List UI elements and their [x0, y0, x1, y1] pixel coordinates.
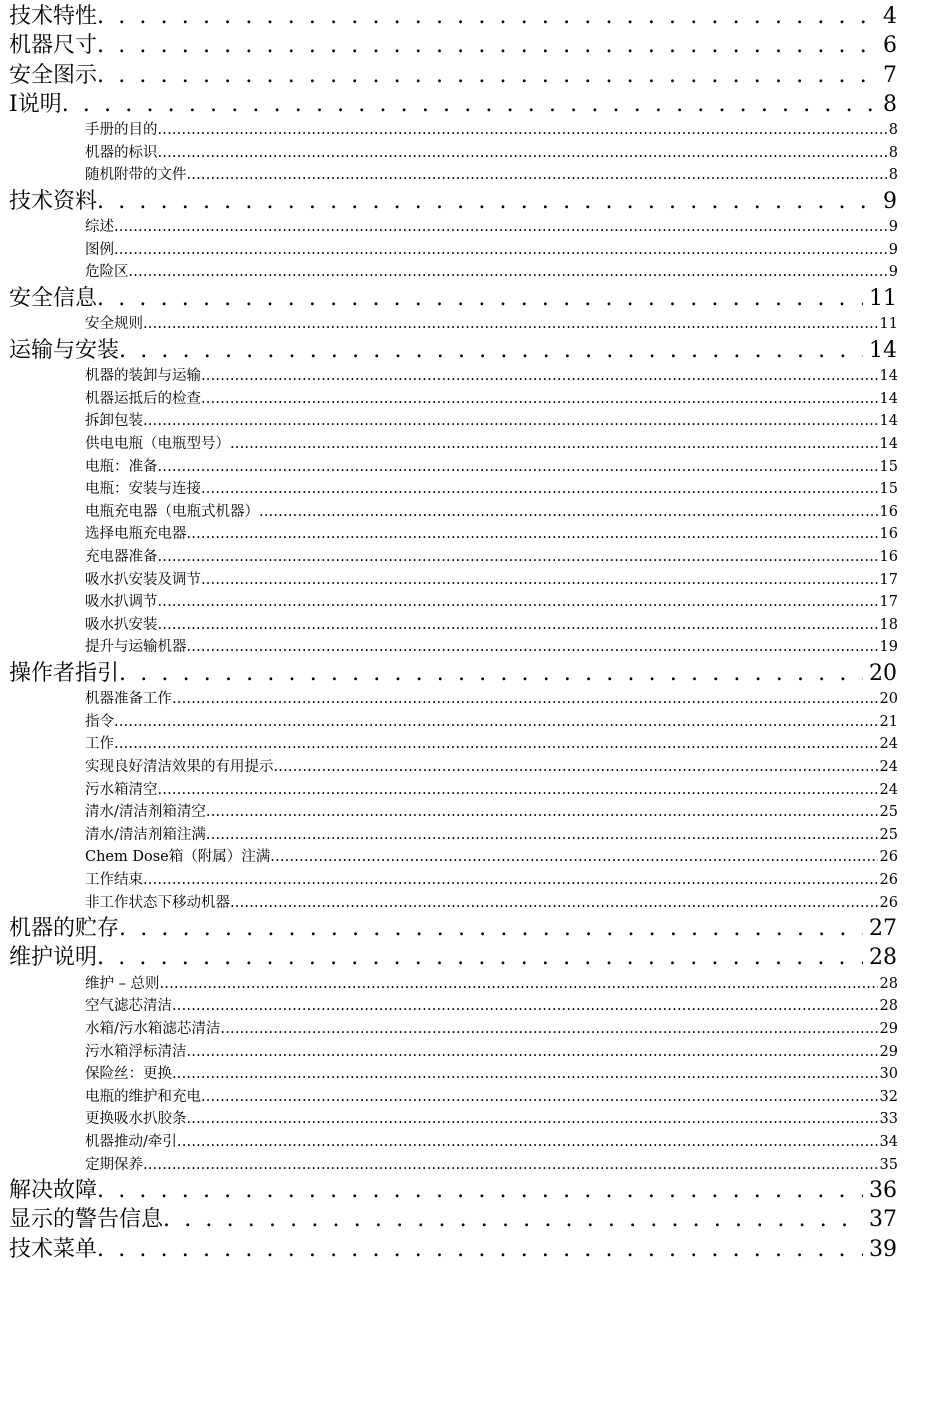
toc-entry-page-number: 37: [869, 1207, 897, 1233]
table-of-contents: [9, 2, 897, 1264]
dot-leader: [143, 410, 878, 433]
dot-leader: [201, 1086, 878, 1109]
toc-entry-title: 机器的标识: [85, 144, 158, 161]
toc-entry-title: 维护说明: [9, 945, 98, 971]
toc-entry-title: 清水/清洁剂箱清空: [85, 804, 206, 821]
toc-entry-title: 选择电瓶充电器: [85, 526, 187, 543]
dot-leader: [220, 1018, 877, 1041]
dot-leader: [270, 846, 877, 869]
dot-leader: [187, 1041, 878, 1064]
toc-entry-title: 污水箱清空: [85, 781, 158, 798]
toc-entry-page-number: 9: [888, 219, 898, 236]
dot-leader: [119, 336, 863, 365]
dot-leader: [187, 1108, 878, 1131]
toc-entry-title: 工作结束: [85, 872, 143, 888]
toc-entry-chapter[interactable]: [9, 336, 897, 365]
toc-entry-title: 清水/清洁剂箱注满: [85, 826, 206, 843]
toc-entry-page-number: 8: [888, 122, 898, 139]
dot-leader: [201, 388, 878, 411]
toc-entry-page-number: 4: [883, 4, 897, 29]
toc-entry-section[interactable]: [85, 995, 898, 1018]
toc-entry-title: 电瓶：安装与连接: [85, 481, 201, 498]
toc-entry-page-number: 14: [869, 337, 897, 363]
dot-leader: [143, 1154, 878, 1177]
toc-entry-page-number: 17: [879, 594, 898, 611]
toc-entry-title: Chem Dose箱（附属）注满: [85, 849, 271, 866]
dot-leader: [114, 711, 878, 734]
toc-entry-title: 供电电瓶（电瓶型号）: [85, 436, 230, 453]
toc-entry-page-number: 26: [879, 872, 898, 888]
toc-entry-page-number: 28: [869, 945, 897, 971]
toc-entry-section[interactable]: [85, 313, 898, 336]
dot-leader: [158, 779, 878, 802]
toc-entry-page-number: 9: [888, 264, 898, 281]
dot-leader: [206, 824, 878, 847]
toc-entry-section[interactable]: [85, 846, 898, 869]
toc-entry-page-number: 6: [883, 33, 897, 59]
toc-entry-title: 吸水扒调节: [85, 594, 158, 611]
toc-entry-page-number: 24: [879, 736, 898, 753]
dot-leader: [97, 284, 863, 313]
toc-entry-section[interactable]: [85, 591, 898, 614]
dot-leader: [97, 2, 877, 31]
toc-entry-page-number: 14: [879, 390, 898, 407]
toc-entry-page-number: 9: [883, 188, 897, 214]
toc-entry-title: 提升与运输机器: [85, 639, 187, 656]
dot-leader: [163, 1205, 863, 1234]
toc-entry-page-number: 35: [879, 1156, 898, 1173]
dot-leader: [201, 478, 878, 501]
toc-entry-page-number: 26: [879, 849, 898, 866]
toc-entry-section[interactable]: [85, 973, 898, 996]
dot-leader: [119, 659, 863, 688]
toc-entry-title: 吸水扒安装及调节: [85, 571, 201, 588]
toc-entry-title: 安全图示: [9, 62, 98, 88]
toc-entry-title: 保险丝：更换: [85, 1066, 172, 1083]
toc-entry-title: 实现良好清洁效果的有用提示: [85, 759, 274, 776]
toc-entry-section[interactable]: [85, 1131, 898, 1154]
toc-entry-section[interactable]: [85, 733, 898, 756]
toc-entry-section[interactable]: [85, 119, 898, 142]
toc-entry-page-number: 11: [869, 286, 897, 312]
toc-entry-section[interactable]: [85, 779, 898, 802]
toc-entry-page-number: 8: [883, 91, 897, 117]
dot-leader: [274, 756, 878, 779]
toc-entry-page-number: 25: [879, 804, 898, 821]
dot-leader: [114, 216, 887, 239]
dot-leader: [97, 1176, 863, 1205]
toc-entry-page-number: 18: [879, 616, 898, 633]
toc-entry-title: 机器的贮存: [9, 916, 120, 942]
toc-entry-page-number: 29: [879, 1020, 898, 1037]
toc-entry-section[interactable]: [85, 824, 898, 847]
toc-entry-section[interactable]: [85, 365, 898, 388]
toc-entry-page-number: 30: [879, 1066, 898, 1083]
toc-entry-page-number: 9: [888, 241, 898, 258]
toc-entry-title: 操作者指引: [9, 660, 120, 686]
toc-entry-section[interactable]: [85, 688, 898, 711]
toc-entry-section[interactable]: [85, 239, 898, 262]
toc-entry-chapter[interactable]: [9, 914, 897, 943]
toc-entry-page-number: 8: [888, 144, 898, 161]
toc-entry-page-number: 20: [869, 660, 897, 686]
toc-entry-page-number: 14: [879, 436, 898, 453]
toc-entry-page-number: 16: [879, 503, 898, 520]
toc-entry-section[interactable]: [85, 164, 898, 187]
dot-leader: [158, 614, 878, 637]
dot-leader: [97, 31, 877, 60]
dot-leader: [187, 164, 887, 187]
toc-entry-title: 电瓶的维护和充电: [85, 1088, 201, 1105]
toc-entry-section[interactable]: [85, 410, 898, 433]
toc-entry-title: 机器准备工作: [85, 691, 172, 708]
toc-entry-section[interactable]: [85, 801, 898, 824]
dot-leader: [201, 569, 878, 592]
dot-leader: [158, 546, 878, 569]
toc-entry-chapter[interactable]: [9, 1176, 897, 1205]
dot-leader: [158, 456, 878, 479]
toc-entry-page-number: 39: [869, 1236, 897, 1262]
dot-leader: [143, 869, 878, 892]
dot-leader: [230, 433, 878, 456]
toc-entry-section[interactable]: [85, 569, 898, 592]
toc-entry-chapter[interactable]: [9, 284, 897, 313]
toc-entry-title: 随机附带的文件: [85, 167, 187, 184]
toc-entry-title: 吸水扒安装: [85, 616, 158, 633]
toc-entry-section[interactable]: [85, 614, 898, 637]
dot-leader: [172, 688, 878, 711]
dot-leader: [119, 914, 863, 943]
toc-entry-page-number: 11: [879, 316, 898, 333]
toc-entry-section[interactable]: [85, 546, 898, 569]
toc-entry-title: 技术菜单: [9, 1236, 98, 1262]
toc-entry-title: 电瓶充电器（电瓶式机器）: [85, 503, 259, 520]
dot-leader: [97, 943, 863, 972]
toc-entry-page-number: 34: [879, 1133, 898, 1150]
dot-leader: [187, 636, 878, 659]
toc-entry-section[interactable]: [85, 433, 898, 456]
toc-entry-chapter[interactable]: [9, 1235, 897, 1264]
toc-entry-title: 充电器准备: [85, 548, 158, 565]
toc-entry-title: 技术特性: [9, 4, 98, 29]
dot-leader: [230, 892, 878, 915]
toc-entry-page-number: 19: [879, 639, 898, 656]
toc-entry-section[interactable]: [85, 711, 898, 734]
toc-entry-chapter[interactable]: [9, 90, 897, 119]
toc-entry-title: 定期保养: [85, 1156, 143, 1173]
toc-entry-page-number: 8: [888, 167, 898, 184]
toc-entry-page-number: 7: [883, 62, 897, 88]
toc-entry-section[interactable]: [85, 636, 898, 659]
toc-entry-page-number: 33: [879, 1111, 898, 1128]
toc-entry-chapter[interactable]: [9, 943, 897, 972]
toc-entry-chapter[interactable]: [9, 659, 897, 688]
toc-entry-section[interactable]: [85, 388, 898, 411]
toc-entry-page-number: 28: [879, 998, 898, 1015]
toc-entry-chapter[interactable]: [9, 187, 897, 216]
toc-entry-title: 机器的装卸与运输: [85, 368, 201, 385]
toc-entry-page-number: 16: [879, 526, 898, 543]
toc-entry-title: 机器运抵后的检查: [85, 390, 201, 407]
toc-entry-page-number: 26: [879, 894, 898, 911]
toc-entry-page-number: 16: [879, 548, 898, 565]
toc-entry-section[interactable]: [85, 1086, 898, 1109]
toc-entry-section[interactable]: [85, 1108, 898, 1131]
toc-entry-section[interactable]: [85, 1041, 898, 1064]
dot-leader: [159, 973, 877, 996]
toc-entry-title: 机器推动/牵引: [85, 1133, 177, 1150]
toc-entry-page-number: 15: [879, 458, 898, 475]
dot-leader: [158, 142, 887, 165]
dot-leader: [143, 313, 878, 336]
toc-entry-section[interactable]: [85, 142, 898, 165]
toc-entry-title: 非工作状态下移动机器: [85, 894, 230, 911]
toc-entry-page-number: 14: [879, 368, 898, 385]
toc-entry-page-number: 28: [879, 975, 898, 992]
toc-entry-title: 更换吸水扒胶条: [85, 1111, 187, 1128]
toc-entry-section[interactable]: [85, 456, 898, 479]
toc-entry-page-number: 21: [879, 713, 898, 730]
toc-entry-page-number: 20: [879, 691, 898, 708]
toc-entry-title: 危险区: [85, 264, 129, 281]
toc-entry-title: 拆卸包装: [85, 413, 143, 430]
toc-entry-page-number: 24: [879, 781, 898, 798]
toc-entry-page-number: 29: [879, 1043, 898, 1060]
toc-entry-title: 图例: [85, 241, 114, 258]
toc-entry-title: 维护 – 总则: [85, 975, 160, 992]
toc-entry-section[interactable]: [85, 1018, 898, 1041]
toc-entry-chapter[interactable]: [9, 1205, 897, 1234]
dot-leader: [129, 261, 887, 284]
toc-entry-title: 安全信息: [9, 286, 98, 312]
toc-entry-title: 显示的警告信息: [9, 1207, 164, 1233]
dot-leader: [97, 1235, 863, 1264]
toc-entry-section[interactable]: [85, 478, 898, 501]
toc-entry-page-number: 17: [879, 571, 898, 588]
toc-entry-section[interactable]: [85, 261, 898, 284]
dot-leader: [97, 61, 877, 90]
toc-entry-title: 指令: [85, 713, 114, 730]
toc-entry-section[interactable]: [85, 756, 898, 779]
toc-entry-title: 工作: [85, 736, 114, 753]
dot-leader: [259, 501, 878, 524]
toc-entry-section[interactable]: [85, 523, 898, 546]
toc-entry-chapter[interactable]: [9, 2, 897, 31]
toc-entry-title: 空气滤芯清洁: [85, 998, 172, 1015]
dot-leader: [97, 187, 877, 216]
dot-leader: [158, 119, 887, 142]
toc-entry-title: 手册的目的: [85, 122, 158, 139]
toc-entry-section[interactable]: [85, 501, 898, 524]
toc-entry-title: 电瓶：准备: [85, 458, 158, 475]
toc-entry-section[interactable]: [85, 1154, 898, 1177]
toc-entry-title: 技术资料: [9, 188, 98, 214]
toc-entry-page-number: 36: [869, 1178, 897, 1204]
toc-entry-section[interactable]: [85, 892, 898, 915]
toc-entry-title: I说明: [9, 91, 62, 117]
toc-entry-section[interactable]: [85, 869, 898, 892]
dot-leader: [177, 1131, 878, 1154]
dot-leader: [114, 239, 887, 262]
toc-entry-title: 污水箱浮标清洁: [85, 1043, 187, 1060]
toc-entry-page-number: 32: [879, 1088, 898, 1105]
dot-leader: [187, 523, 878, 546]
toc-entry-title: 水箱/污水箱滤芯清洁: [85, 1020, 221, 1037]
dot-leader: [158, 591, 878, 614]
toc-entry-page-number: 25: [879, 826, 898, 843]
toc-entry-chapter[interactable]: [9, 61, 897, 90]
toc-entry-page-number: 27: [869, 916, 897, 942]
dot-leader: [206, 801, 878, 824]
dot-leader: [172, 1063, 878, 1086]
dot-leader: [201, 365, 878, 388]
toc-entry-page-number: 15: [879, 481, 898, 498]
dot-leader: [172, 995, 878, 1018]
dot-leader: [114, 733, 878, 756]
dot-leader: [62, 90, 877, 119]
toc-entry-title: 运输与安装: [9, 337, 120, 363]
toc-entry-section[interactable]: [85, 216, 898, 239]
toc-entry-title: 机器尺寸: [9, 33, 98, 59]
toc-entry-section[interactable]: [85, 1063, 898, 1086]
toc-entry-title: 安全规则: [85, 316, 143, 333]
toc-entry-page-number: 14: [879, 413, 898, 430]
toc-entry-page-number: 24: [879, 759, 898, 776]
toc-entry-title: 解决故障: [9, 1178, 98, 1204]
toc-entry-chapter[interactable]: [9, 31, 897, 60]
toc-entry-title: 综述: [85, 219, 114, 236]
